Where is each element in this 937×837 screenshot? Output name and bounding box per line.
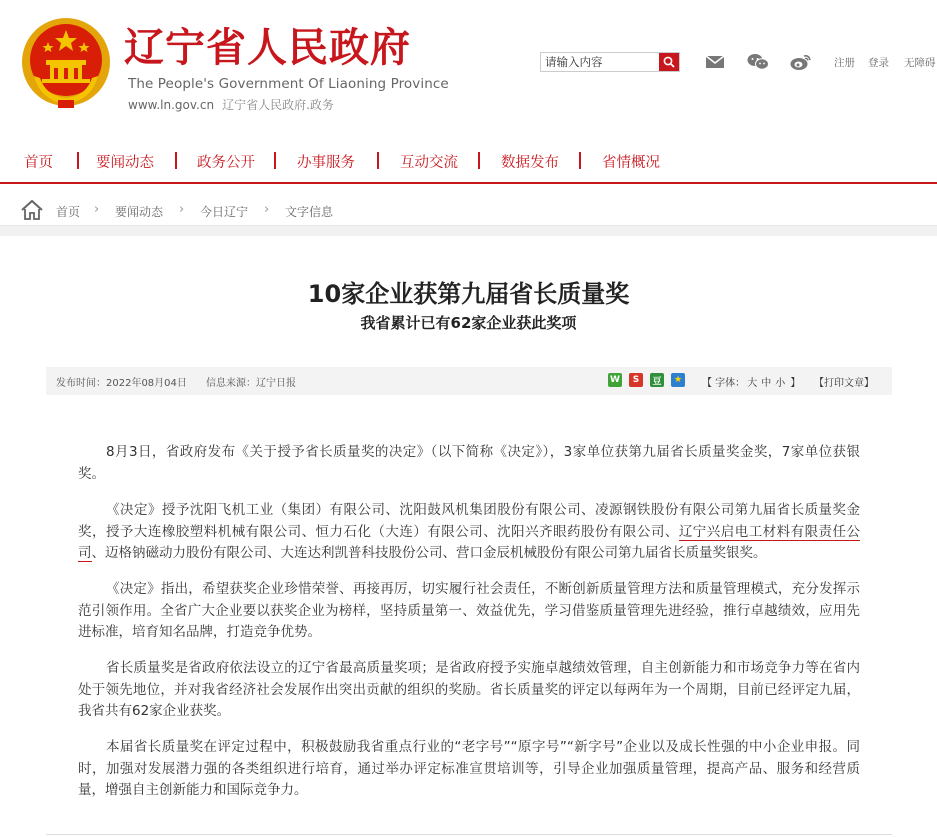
article-title: 10家企业获第九届省长质量奖 <box>307 280 630 308</box>
info-source: 信息来源：辽宁日报 <box>206 378 296 389</box>
nav-item-province-overview[interactable]: 省情概况 <box>602 155 660 171</box>
accessibility-link[interactable]: 无障碍 <box>904 57 936 69</box>
breadcrumb-news[interactable]: 要闻动态 <box>115 205 164 219</box>
nav-item-services[interactable]: 办事服务 <box>297 155 355 171</box>
font-size-large[interactable]: 大 <box>747 378 758 389</box>
nav-divider <box>274 152 276 169</box>
login-link[interactable]: 登录 <box>868 57 889 69</box>
site-title-english: The People's Government Of Liaoning Province <box>128 76 449 92</box>
nav-item-news[interactable]: 要闻动态 <box>96 155 154 171</box>
share-wechat-icon[interactable]: W <box>608 373 622 387</box>
breadcrumb-separator: › <box>179 202 185 217</box>
nav-divider <box>579 152 581 169</box>
site-title: 辽宁省人民政府 <box>124 24 411 71</box>
site-url <box>128 96 334 113</box>
nav-divider <box>77 152 79 169</box>
breadcrumb-today-liaoning[interactable]: 今日辽宁 <box>200 205 249 219</box>
paragraph-2-part-1: 《决定》授予沈阳飞机工业（集团）有限公司、沈阳鼓风机集团股份有限公司、凌源钢铁股份有限公司第九届省长质量奖金奖，授予大连橡胶塑料机械有限公司、恒力石化（大连）有限公司、沈阳兴齐眼药股份有限公司、 <box>78 502 860 540</box>
article-meta-bar <box>46 367 892 395</box>
font-size-close: 】 <box>787 378 801 389</box>
share-douban-icon[interactable]: 豆 <box>650 373 664 387</box>
share-weibo-icon[interactable]: S <box>629 373 643 387</box>
wechat-link[interactable] <box>747 52 769 72</box>
font-size-controls <box>702 374 800 389</box>
nav-item-interaction[interactable]: 互动交流 <box>400 155 458 171</box>
nav-item-data[interactable]: 数据发布 <box>501 155 559 171</box>
nav-divider <box>377 152 379 169</box>
nav-item-government-affairs[interactable]: 政务公开 <box>197 155 255 171</box>
wechat-icon <box>747 53 769 71</box>
register-link[interactable]: 注册 <box>834 57 855 69</box>
search-icon <box>663 56 675 68</box>
print-article-button[interactable]: 【打印文章】 <box>814 378 874 389</box>
share-qzone-icon[interactable]: ★ <box>671 373 685 387</box>
mail-icon <box>705 55 725 69</box>
weibo-link[interactable] <box>790 52 812 72</box>
search-box <box>540 52 680 72</box>
font-size-small[interactable]: 小 <box>775 378 786 389</box>
article-paragraph-2 <box>78 500 860 565</box>
article-subtitle: 我省累计已有62家企业获此奖项 <box>360 314 577 332</box>
nav-divider <box>478 152 480 169</box>
article-paragraph-3: 《决定》指出，希望获奖企业珍惜荣誉、再接再厉，切实履行社会责任，不断创新质量管理方法和质量管理模式，充分发挥示范引领作用。全省广大企业要以获奖企业为榜样，坚持质量第一、效益优先，学习借鉴质量管理先进经验，推行卓越绩效，应用先进标准，培育知名品牌，打造竞争优势。 <box>78 581 860 640</box>
article-paragraph-4: 省长质量奖是省政府依法设立的辽宁省最高质量奖项；是省政府授予实施卓越绩效管理，自主创新能力和市场竞争力等在省内处于领先地位，并对我省经济社会发展作出突出贡献的组织的奖励。省长质量奖的评定以每两年为一个周期，目前已经评定九届，我省共有62家企业获奖。 <box>78 660 860 719</box>
publish-date: 发布时间：2022年08月04日 <box>56 378 187 389</box>
home-icon[interactable] <box>20 199 44 221</box>
search-input[interactable] <box>541 53 659 71</box>
highlighted-company: 辽宁兴启电工材料有限责任公司 <box>78 523 861 561</box>
article-paragraph-5: 本届省长质量奖在评定过程中，积极鼓励我省重点行业的“老字号”“原字号”“新字号”企业以及成长性强的中小企业申报。同时，加强对发展潜力强的各类组织进行培育，通过举办评定标准宣贯培训等，引导企业加强质量管理，提高产品、服务和经营质量，增强自主创新能力和国际竞争力。 <box>78 739 860 798</box>
breadcrumb-text-info[interactable]: 文字信息 <box>285 205 334 219</box>
search-button[interactable] <box>659 53 679 71</box>
breadcrumb-separator: › <box>94 202 100 217</box>
article-container <box>0 236 937 837</box>
font-size-medium[interactable]: 中 <box>761 378 772 389</box>
nav-divider <box>175 152 177 169</box>
site-url-text: www.ln.gov.cn <box>128 98 215 112</box>
article-paragraph-1: 8月3日，省政府发布《关于授予省长质量奖的决定》（以下简称《决定》），3家单位获第九届省长质量奖金奖，7家单位获银奖。 <box>78 444 860 482</box>
font-size-label: 【 字体： <box>702 378 746 389</box>
breadcrumb <box>0 196 937 226</box>
site-url-subtitle: 辽宁省人民政府.政务 <box>222 98 334 112</box>
section-divider <box>0 226 937 236</box>
breadcrumb-home[interactable]: 首页 <box>56 205 81 219</box>
main-nav <box>0 140 937 184</box>
weibo-icon <box>790 53 812 71</box>
article-bottom-divider <box>46 834 892 835</box>
site-header <box>0 0 937 140</box>
nav-item-home[interactable]: 首页 <box>24 155 53 171</box>
paragraph-2-part-2: 、迈格钠磁动力股份有限公司、大连达利凯普科技股份公司、营口金辰机械股份有限公司第九届省长质量奖银奖。 <box>91 545 767 561</box>
breadcrumb-separator: › <box>264 202 270 217</box>
national-emblem-icon <box>20 16 112 110</box>
email-link[interactable] <box>704 52 726 72</box>
